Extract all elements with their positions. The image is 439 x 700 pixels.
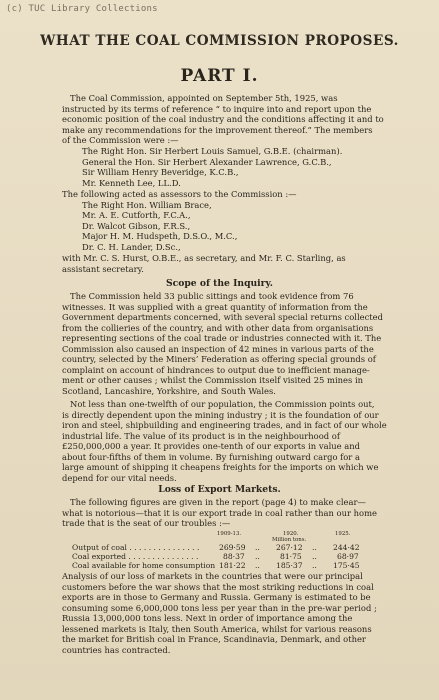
scope-line: about four-fifths of them in volume. By furnishing outward cargo for a [62, 451, 360, 462]
scope-line: The Commission held 33 public sittings and took evidence from 76 [70, 291, 354, 301]
cell-sep: .. [312, 552, 317, 561]
export-line: what is notorious—that it is our export trade in coal rather than our home [62, 507, 377, 518]
scope-line: depend for our vital needs. [62, 472, 177, 483]
export-line: lessened markets is Italy, then South America, whilst for various reasons [62, 623, 372, 634]
assessor-entry: Dr. Walcot Gibson, F.R.S., [82, 220, 191, 231]
assessors-intro: The following acted as assessors to the Commission :— [62, 189, 297, 199]
column-header-1909: 1909-13. [217, 531, 242, 537]
intro-line: make any recommendations for the improvement thereof.” The members [62, 124, 373, 135]
scope-heading: Scope of the Inquiry. [166, 278, 273, 289]
scope-line: complaint on account of hindrances to output due to inefficient manage- [62, 364, 370, 375]
intro-line: The Coal Commission, appointed on September 5th, 1925, was [70, 93, 338, 103]
secretary-line: assistant secretary. [62, 263, 144, 274]
scope-line: is directly dependent upon the mining industry ; it is the foundation of our [62, 409, 379, 420]
cell-value: 267·12 [276, 543, 303, 552]
unit-label: Million tons. [272, 537, 307, 543]
cell-value: 88·37 [223, 552, 245, 561]
export-line: consuming some 6,000,000 tons less per year than in the pre-war period ; [62, 602, 377, 613]
member-entry: The Right Hon. Sir Herbert Louis Samuel, G.B.E. (chairman). [82, 146, 343, 156]
export-line: Analysis of our loss of markets in the countries that were our principal [62, 571, 363, 581]
cell-sep: .. [255, 552, 260, 561]
scope-line: Scotland, Lancashire, Yorkshire, and South Wales. [62, 385, 276, 396]
column-header-1920: 1920. [283, 531, 299, 537]
coal-figures-table [72, 531, 372, 571]
cell-sep: .. [312, 543, 317, 552]
scope-line: large amount of shipping it cheapens freights for the imports on which we [62, 462, 379, 472]
assessor-entry: Mr. A. E. Cutforth, F.C.A., [82, 210, 191, 221]
member-entry: Sir William Henry Beveridge, K.C.B., [82, 167, 239, 177]
scope-line: industrial life. The value of its product is in the neighbourhood of [62, 430, 340, 441]
scope-line: iron and steel, shipbuilding and engineering trades, and in fact of our whole [62, 420, 387, 430]
export-line: countries has contracted. [62, 644, 171, 655]
scope-line: country, selected by the Miners’ Federation as offering special grounds of [62, 354, 376, 364]
row-label: Coal exported . . . . . . . . . . . . . . . [72, 552, 199, 561]
cell-sep: .. [255, 561, 260, 570]
cell-sep: .. [312, 561, 317, 570]
scope-line: Commission also caused an inspection of 42 mines in various parts of the [62, 343, 374, 354]
assessor-entry: The Right Hon. William Brace, [82, 200, 212, 210]
secretary-line: with Mr. C. S. Hurst, O.B.E., as secretary, and Mr. F. C. Starling, as [62, 253, 346, 263]
export-paragraph-2 [62, 571, 396, 655]
cell-sep: .. [255, 543, 260, 552]
export-paragraph-1 [62, 497, 396, 529]
row-label: Output of coal . . . . . . . . . . . . . . . [72, 543, 200, 552]
scope-line: ment or other causes ; whilst the Commission itself visited 25 mines in [62, 375, 364, 385]
intro-line: instructed by its terms of reference “ to inquire into and report upon the [62, 103, 372, 114]
part-heading: PART I. [180, 66, 259, 86]
scope-line: Government departments concerned, with several special returns collected [62, 312, 383, 322]
export-line: trade that is the seat of our troubles :— [62, 518, 231, 528]
scope-line: £250,000,000 a year. It provides one-tenth of our exports in value and [62, 441, 361, 451]
scope-line: representing sections of the coal trade or industries connected with it. The [62, 333, 382, 343]
row-label: Coal available for home consumption [72, 561, 216, 570]
assessors-list [82, 200, 237, 252]
scope-paragraph-1 [62, 291, 396, 396]
members-list [82, 146, 342, 188]
column-header-1925: 1925. [335, 531, 351, 537]
export-line: exports are in those to Germany and Russia. Germany is estimated to be [62, 592, 371, 602]
member-entry: General the Hon. Sir Herbert Alexander Lawrence, G.C.B., [82, 156, 332, 167]
cell-value: 68·97 [337, 552, 359, 561]
cell-value: 269·59 [219, 543, 246, 552]
export-line: Russia 13,000,000 tons less. Next in order of importance among the [62, 613, 353, 623]
assessor-entry: Major H. M. Hudspeth, D.S.O., M.C., [82, 231, 238, 242]
intro-paragraph [62, 93, 396, 146]
cell-value: 181·22 [219, 561, 246, 570]
page-title: WHAT THE COAL COMMISSION PROPOSES. [40, 33, 399, 49]
scope-paragraph-2 [62, 399, 396, 483]
copyright-watermark: (c) TUC Library Collections [6, 4, 158, 14]
cell-value: 81·75 [280, 552, 302, 561]
secretary-paragraph [62, 253, 396, 274]
export-line: The following figures are given in the report (page 4) to make clear— [70, 497, 366, 507]
scope-line: witnesses. It was supplied with a great quantity of information from the [62, 301, 368, 312]
scope-line: Not less than one-twelfth of our population, the Commission points out, [70, 399, 375, 409]
scope-line: from the collieries of the country, and with other data from organisations [62, 322, 374, 333]
cell-value: 175·45 [333, 561, 360, 570]
export-line: customers before the war shows that the most striking reductions in coal [62, 581, 374, 592]
assessor-entry: Dr. C. H. Lander, D.Sc., [82, 241, 181, 252]
export-heading: Loss of Export Markets. [158, 484, 281, 495]
member-entry: Mr. Kenneth Lee, LL.D. [82, 177, 181, 188]
export-line: the market for British coal in France, Scandinavia, Denmark, and other [62, 634, 366, 644]
cell-value: 244·42 [333, 543, 360, 552]
intro-line: of the Commission were :— [62, 135, 179, 145]
intro-line: economic position of the coal industry and the conditions affecting it and to [62, 114, 384, 124]
cell-value: 185·37 [276, 561, 303, 570]
